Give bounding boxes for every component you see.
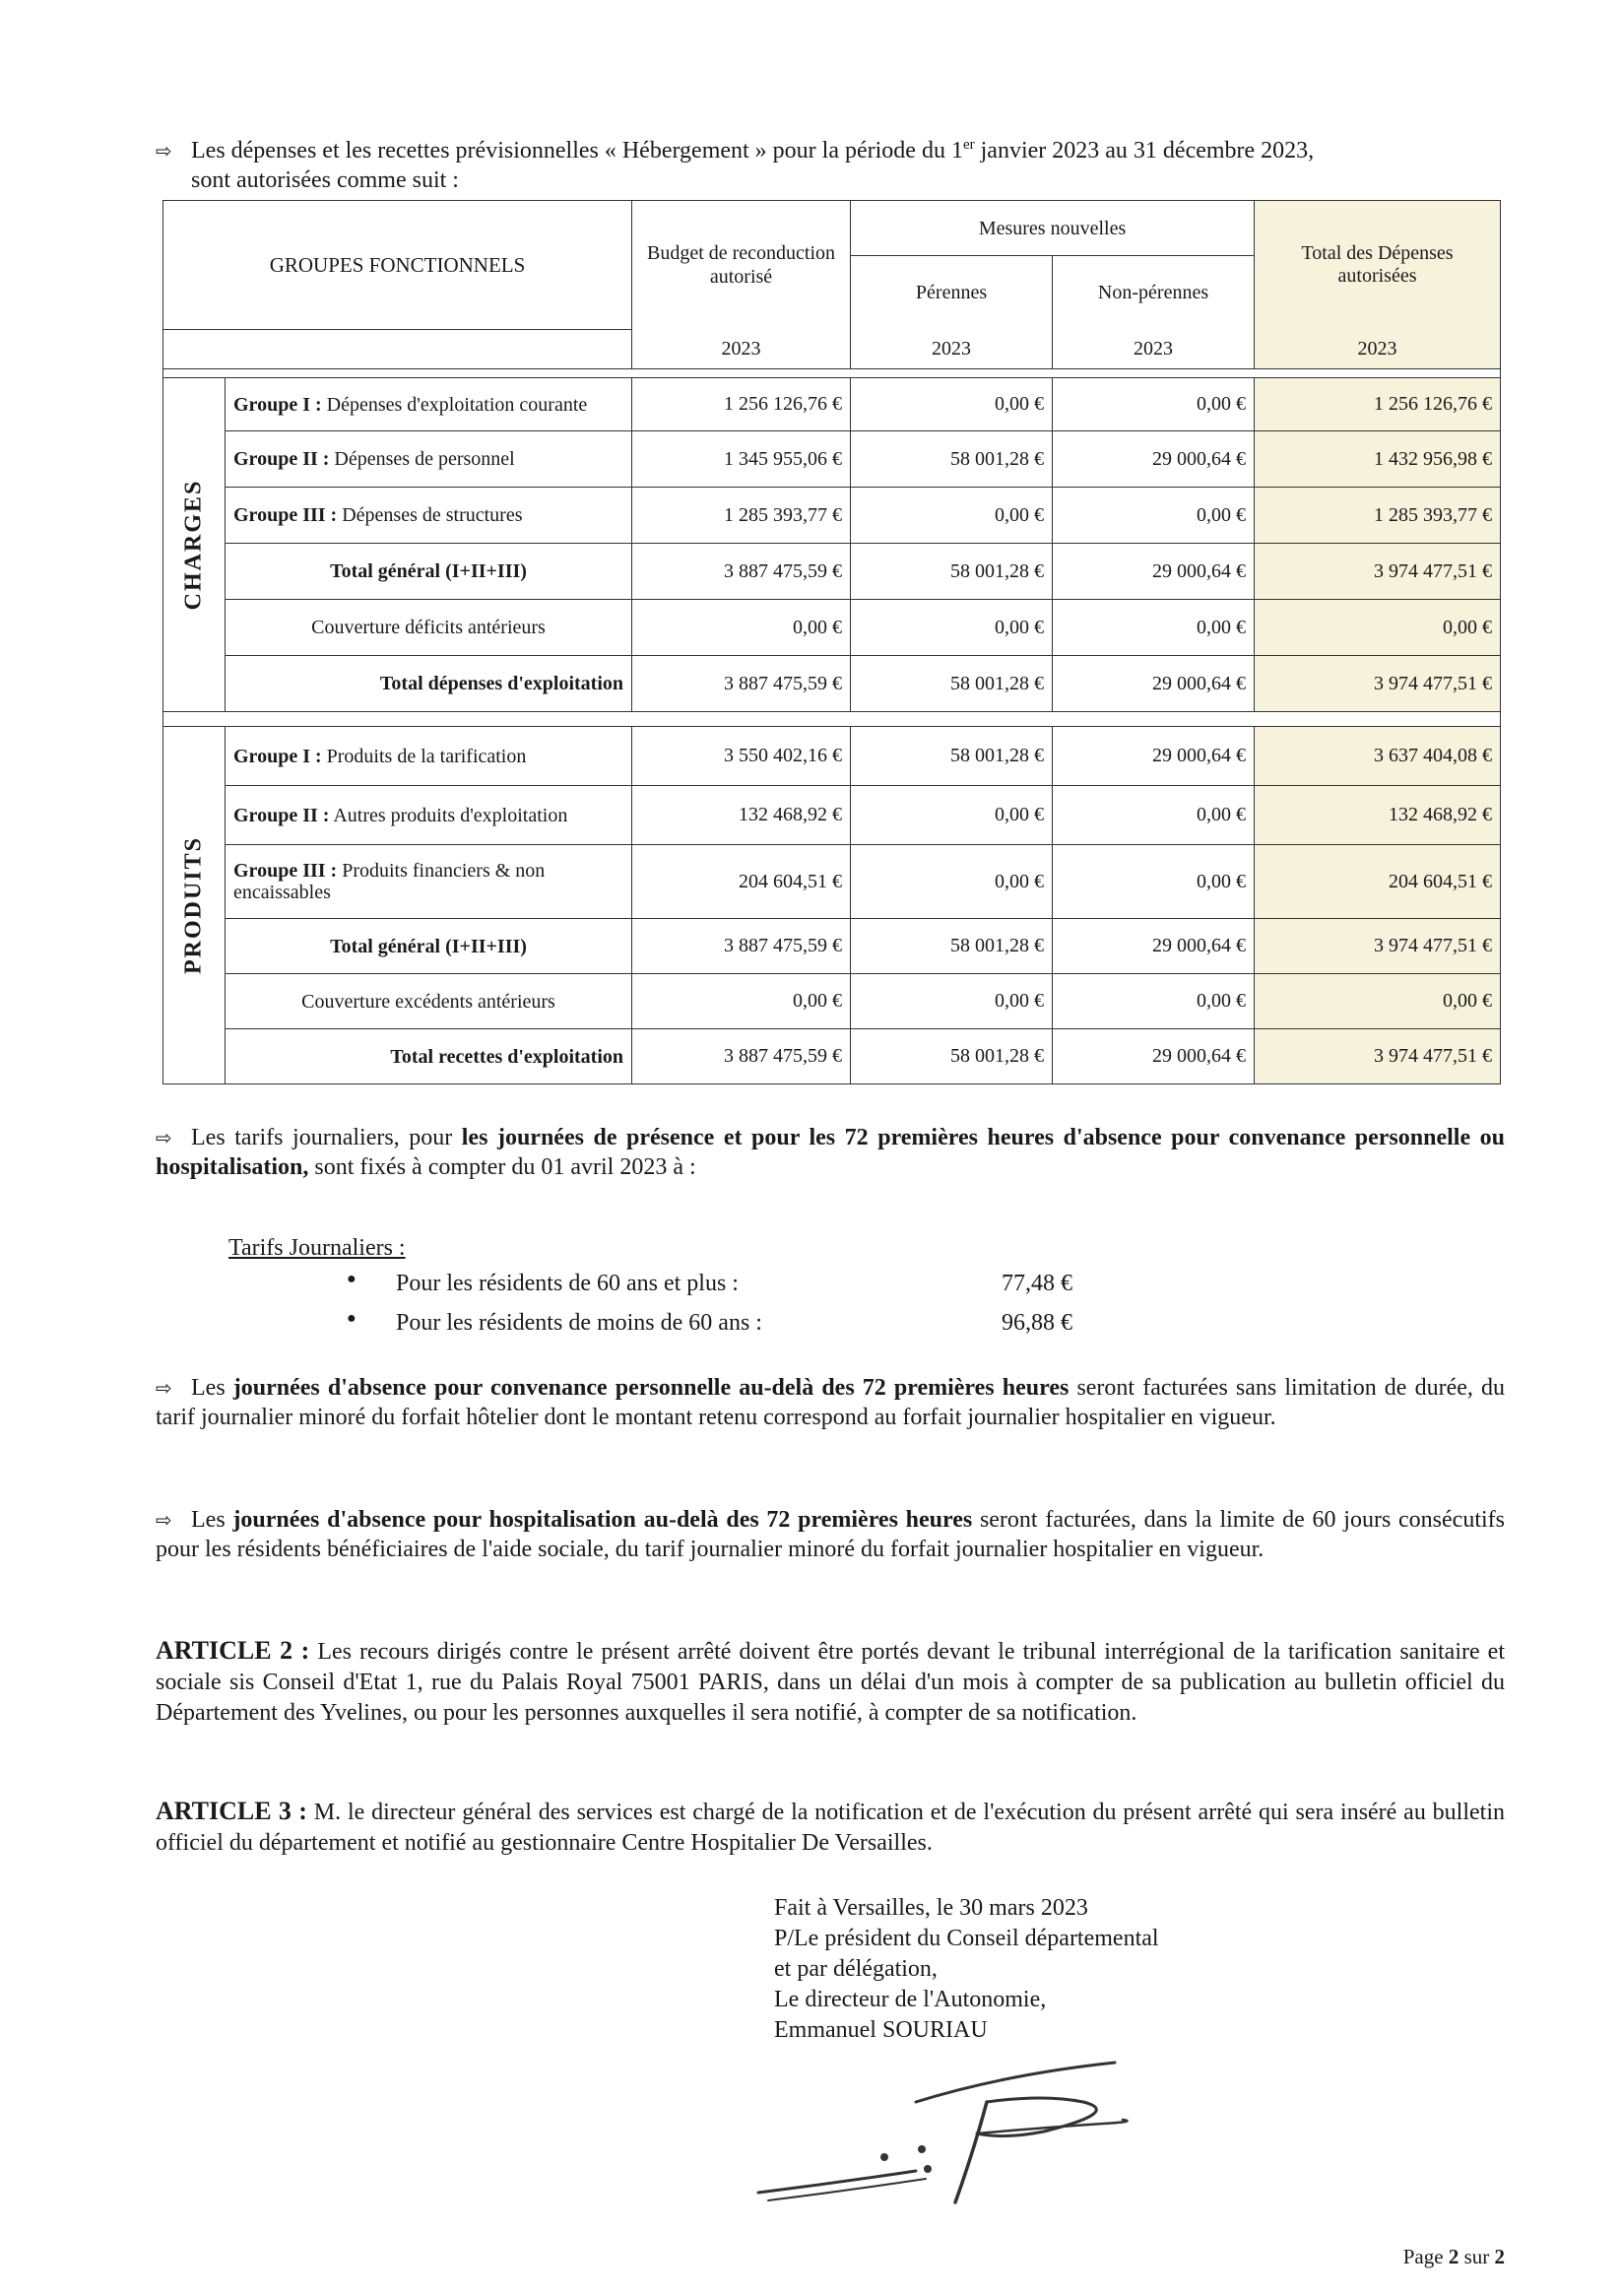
header-year-non-perennes: 2023 (1053, 330, 1255, 369)
header-budget: Budget de reconduction autorisé (632, 201, 851, 330)
header-year-perennes: 2023 (851, 330, 1053, 369)
header-year-budget: 2023 (632, 330, 851, 369)
header-non-perennes: Non-pérennes (1053, 256, 1255, 330)
tarifs-title: Tarifs Journaliers : (228, 1235, 406, 1261)
article-3-text: M. le directeur général des services est chargé de la notification et de l'exécution du présent arrêté qui sera inséré au bulletin officiel du département et notifié au gestionnaire Centre Hospitalier De Versailles. (156, 1800, 1505, 1856)
document-page: ⇨ Les dépenses et les recettes prévisionnelles « Hébergement » pour la période du 1er janvier 2023 au 31 décembre 2023, sont autorisées comme suit : GROUPES FONCTIONNELS Budget de reconduction autorisé Mesures nouvelles Total des Dépenses autorisées Pérennes Non-pérennes 2023 2023 2023 2023 CHARGES Groupe I : Dépenses d'exploitation courante 1 256 126,76 € 0,00 € 0,00 € 1 256 126,76 € Groupe II : Dépenses de personnel 1 345 955,06 € 58 001,28 € 29 000,64 € 1 432 956,98 € Groupe III : Dépenses de structures 1 285 393,77 € 0,00 € 0,00 € 1 285 393,77 € Total général (I+II+III) 3 887 475,59 € 58 001,28 € 29 000,64 € 3 974 477,51 € Couverture déficits antérieurs 0,00 € 0,00 € 0,00 € 0,00 € Total dépenses d'exploitation 3 887 475,59 € 58 001,28 € 29 000,64 € 3 974 477,51 € PRODUITS Groupe I : Produits de la tarification 3 550 402,16 € 58 001,28 € 29 000,64 € 3 637 404,08 € Groupe II : Autres produits d'exploitation 132 468,92 € 0,00 € 0,00 € 132 468,92 € Groupe III : Produits financiers & non encaissables 204 604,51 € 0,00 € 0,00 € 204 604,51 € Total général (I+II+III) 3 887 475,59 € 58 001,28 € 29 000,64 € 3 974 477,51 € Couverture excédents antérieurs 0,00 € 0,00 € 0,00 € 0,00 € Total recettes d'exploitation 3 887 475,59 € 58 001,28 € 29 000,64 € 3 974 477,51 € ⇨ Les tarifs journaliers, pour les journées de présence et pour les 72 premières heures d'absence pour convenance personnelle ou hospitalisation, sont fixés à compter du 01 avril 2023 à : Tarifs Journaliers : ● Pour les résidents de 60 ans et plus : 77,48 € ● Pour les résidents de moins de 60 ans : 96,88 € ⇨ Les journées d'absence pour convenance personnelle au-delà des 72 premières heures seront facturées sans limitation de durée, du tarif journalier minoré du forfait hôtelier dont le montant retenu correspond au forfait journalier hospitalier en vigueur. ⇨ Les journées d'absence pour hospitalisation au-delà des 72 premières heures seront facturées, dans la limite de 60 jours consécutifs pour les résidents bénéficiaires de l'aide sociale, du tarif journalier minoré du forfait journalier hospitalier en vigueur. ARTICLE 2 : Les recours dirigés contre le présent arrêté doivent être portés devant le tribunal interrégional de la tarification sanitaire et sociale sis Conseil d'Etat 1, rue du Palais Royal 75001 PARIS, dans un délai d'un mois à compter de sa publication au bulletin officiel du Département des Yvelines, ou pour les personnes auxquelles il sera notifié, à compter de sa notification. ARTICLE 3 : M. le directeur général des services est chargé de la notification et de l'exécution du présent arrêté qui sera inséré au bulletin officiel du département et notifié au gestionnaire Centre Hospitalier De Versailles. Fait à Versailles, le 30 mars 2023 P/Le président du Conseil départemental et par délégation, Le directeur de l'Autonomie, Emmanuel SOURIAU Page 2 sur 2 (0, 0, 1621, 2296)
absence-hospitalisation-paragraph: ⇨ Les journées d'absence pour hospitalisation au-delà des 72 premières heures seront facturées, dans la limite de 60 jours consécutifs pour les résidents bénéficiaires de l'aide sociale, du tarif journalier minoré du forfait journalier hospitalier en vigueur. (156, 1507, 1505, 1562)
table-row: Couverture déficits antérieurs 0,00 € 0,00 € 0,00 € 0,00 € (163, 600, 1501, 656)
arrow-icon: ⇨ (156, 139, 172, 163)
charges-side-label: CHARGES (163, 378, 226, 712)
bullet-icon: ● (347, 1310, 357, 1327)
table-row: Groupe II : Autres produits d'exploitation 132 468,92 € 0,00 € 0,00 € 132 468,92 € (163, 786, 1501, 845)
table-row: Groupe III : Dépenses de structures 1 285 393,77 € 0,00 € 0,00 € 1 285 393,77 € (163, 488, 1501, 544)
intro-line1-sup: er (962, 137, 975, 153)
budget-table (162, 200, 1501, 1084)
table-row: Groupe III : Produits financiers & non encaissables 204 604,51 € 0,00 € 0,00 € 204 604,51 € (163, 845, 1501, 919)
table-row: Groupe II : Dépenses de personnel 1 345 955,06 € 58 001,28 € 29 000,64 € 1 432 956,98 € (163, 431, 1501, 488)
table-row: CHARGES Groupe I : Dépenses d'exploitation courante 1 256 126,76 € 0,00 € 0,00 € 1 256 126,76 € (163, 378, 1501, 431)
handwritten-signature (748, 2055, 1162, 2212)
article-3 (156, 1796, 1505, 1859)
signature-block: Fait à Versailles, le 30 mars 2023 P/Le président du Conseil départemental et par délégation, Le directeur de l'Autonomie, Emmanuel SOURIAU (774, 1895, 1159, 2043)
intro-line2: sont autorisées comme suit : (191, 167, 459, 193)
table-row: Total recettes d'exploitation 3 887 475,59 € 58 001,28 € 29 000,64 € 3 974 477,51 € (163, 1029, 1501, 1084)
article-2 (156, 1635, 1505, 1729)
table-row: Couverture excédents antérieurs 0,00 € 0,00 € 0,00 € 0,00 € (163, 974, 1501, 1029)
page-footer: Page 2 sur 2 (1402, 2245, 1505, 2268)
intro-line1-post: janvier 2023 au 31 décembre 2023, (974, 138, 1315, 164)
header-empty-year (163, 330, 632, 369)
intro-line1-pre: Les dépenses et les recettes prévisionnelles « Hébergement » pour la période du 1 (191, 138, 963, 164)
header-mesures: Mesures nouvelles (851, 201, 1255, 256)
table-row: Total général (I+II+III) 3 887 475,59 € 58 001,28 € 29 000,64 € 3 974 477,51 € (163, 919, 1501, 974)
arrow-icon: ⇨ (156, 1376, 172, 1400)
header-groupes: GROUPES FONCTIONNELS (163, 201, 632, 330)
arrow-icon: ⇨ (156, 1508, 172, 1532)
arrow-icon: ⇨ (156, 1126, 172, 1149)
article-3-heading: ARTICLE 3 : (156, 1797, 307, 1825)
table-row: Total général (I+II+III) 3 887 475,59 € 58 001,28 € 29 000,64 € 3 974 477,51 € (163, 544, 1501, 600)
bullet-icon: ● (347, 1271, 357, 1287)
header-perennes: Pérennes (851, 256, 1053, 330)
table-row: Total dépenses d'exploitation 3 887 475,59 € 58 001,28 € 29 000,64 € 3 974 477,51 € (163, 656, 1501, 712)
intro-paragraph (156, 136, 1515, 195)
produits-side-label: PRODUITS (163, 727, 226, 1084)
absence-convenance-paragraph: ⇨ Les journées d'absence pour convenance personnelle au-delà des 72 premières heures seront facturées sans limitation de durée, du tarif journalier minoré du forfait hôtelier dont le montant retenu correspond au forfait journalier hospitalier en vigueur. (156, 1375, 1505, 1430)
tarifs-paragraph: ⇨ Les tarifs journaliers, pour les journées de présence et pour les 72 premières heures d'absence pour convenance personnelle ou hospitalisation, sont fixés à compter du 01 avril 2023 à : (156, 1125, 1505, 1180)
header-year-total: 2023 (1255, 330, 1501, 369)
table-row: PRODUITS Groupe I : Produits de la tarification 3 550 402,16 € 58 001,28 € 29 000,64 € 3 637 404,08 € (163, 727, 1501, 786)
header-total: Total des Dépenses autorisées (1255, 201, 1501, 330)
article-2-text: Les recours dirigés contre le présent arrêté doivent être portés devant le tribunal interrégional de la tarification sanitaire et sociale sis Conseil d'Etat 1, rue du Palais Royal 75001 PARIS, dans un délai d'un mois à compter de sa publication au bulletin officiel du Département des Yvelines, ou pour les personnes auxquelles il sera notifié, à compter de sa notification. (156, 1639, 1506, 1726)
article-2-heading: ARTICLE 2 : (156, 1636, 310, 1665)
